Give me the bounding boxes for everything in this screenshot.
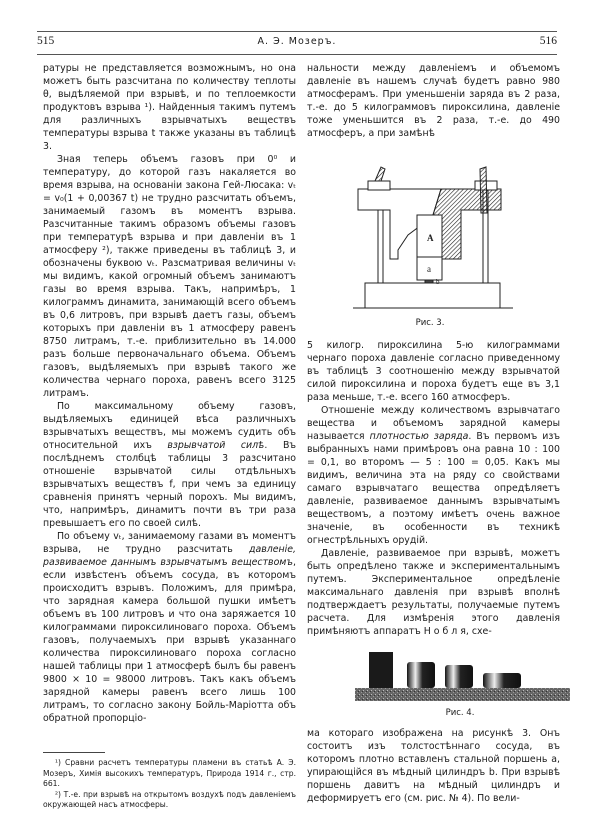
text-run: . Въ первомъ изъ выбранныхъ нами примѣровъ она равна 10 : 100 = 0,1, во второмъ — 5 : 100 = 0,05. Какъ мы видимъ, величина эта на ряду со свойствами самаго взрывчатаго вещества опредѣляетъ давленiе, развиваемое даннымъ взрывчатымъ веществомъ, а поэтому имѣетъ очень важное значенiе, въ особенности въ техникѣ огнестрѣльныхъ орудiй. bbox=[307, 431, 561, 546]
paragraph: нальности между давленiемъ и объемомъ давленiе въ нашемъ случаѣ будетъ равно 980 атмосферамъ. При уменьшенiи заряда въ 2 раза, т.-е. до 5 килограммовъ пироксилина, давленiе тоже уменьшится въ 2 раза, т.-е. до 490 атмосферъ, а при замѣнѣ bbox=[307, 63, 560, 139]
text-run: По максимальному объему газовъ, выдѣляемыхъ единицей вѣса различныхъ взрывчатыхъ веществъ, мы можемъ судить объ относительной ихъ bbox=[43, 401, 296, 451]
running-title: А. Э. Мозеръ. bbox=[257, 36, 337, 47]
paragraph bbox=[43, 530, 296, 725]
figure-4-caption: Рис. 4. bbox=[445, 708, 475, 718]
paragraph: Давленiе, развиваемое при взрывѣ, можетъ быть опредѣлено также и экспериментальнымъ путемъ. Экспериментальное опредѣленiе максимальнаго давленiя при взрывѣ вполнѣ подтверждаетъ результаты, получаемые путемъ расчета. Для измѣренiя этого давленiя примѣняютъ аппаратъ Н о б л я, схе- bbox=[307, 548, 560, 637]
page-header bbox=[37, 31, 557, 55]
text-run: По объему vₜ, занимаемому газами въ моментъ взрыва, не трудно разсчитать bbox=[43, 531, 296, 555]
page-number-left: 515 bbox=[37, 35, 55, 47]
right-column-bottom bbox=[307, 727, 560, 805]
italic-term: давленiе, развиваемое даннымъ взрывчатымъ веществомъ bbox=[43, 544, 296, 568]
text-run: , если извѣстенъ объемъ сосуда, въ которомъ происходитъ взрывъ. Положимъ, для примѣра, что зарядная камера большой пушки имѣетъ объемъ въ 100 литровъ и что она заряжается 10 килограммами пироксилиноваго пороха. Объемъ газовъ, получаемыхъ при взрывѣ указаннаго количества пироксилиноваго пороха согласно нашей таблицы при 1 атмосферѣ былъ бы равенъ 9800 × 10 = 98000 литровъ. Такъ какъ объемъ зарядной камеры равенъ всего лишь 100 литрамъ, то согласно закону Бойль-Марiотта объ обратной пропорцiо- bbox=[43, 557, 296, 724]
text-run: . Въ послѣднемъ столбцѣ таблицы 3 разсчитано отношенiе взрывчатой силы отдѣльныхъ взрывчатыхъ веществъ f, при чемъ за единицу сравненiя принятъ черный порохъ. Мы видимъ, что, напримѣръ, динамитъ почти въ три раза превышаетъ его по своей силѣ. bbox=[43, 440, 296, 529]
italic-term: плотностью заряда bbox=[369, 431, 469, 442]
footnote: ¹) Сравни расчетъ температуры пламени въ статьѣ А. Э. Мозеръ, Химiя высокихъ температуръ, Природа 1914 г., стр. 661. bbox=[43, 758, 296, 788]
figure-4-deformed-cylinders bbox=[355, 650, 570, 702]
footnotes bbox=[43, 752, 296, 811]
label-b: b bbox=[436, 278, 440, 286]
right-column-top bbox=[307, 62, 560, 140]
paragraph bbox=[307, 404, 560, 547]
paragraph: ма котораго изображена на рисункѣ 3. Онъ состоитъ изъ толстостѣннаго сосуда, въ которомъ плотно вставленъ стальной поршень a, упирающiйся въ мѣдный цилиндръ b. При взрывѣ поршень давитъ на мѣдный цилиндръ и деформируетъ его (см. рис. № 4). По вели- bbox=[307, 728, 560, 804]
label-A: A bbox=[427, 233, 434, 243]
footnote-rule bbox=[43, 752, 105, 753]
page-number-right: 516 bbox=[539, 35, 557, 47]
italic-term: взрывчатой силѣ bbox=[167, 440, 265, 451]
right-column-middle bbox=[307, 339, 560, 638]
figure-3-caption: Рис. 3. bbox=[415, 318, 445, 328]
paragraph: Зная теперь объемъ газовъ при 0⁰ и температуру, до которой газъ накаляется во время взрыва, на основанiи закона Гей-Люсака: vₜ = v₀(1 + 0,00367 t) не трудно разсчитать объемъ, занимаемый газомъ въ моментъ взрыва. Разсчитанные такимъ образомъ объемы газовъ при температурѣ взрыва и при давленiи въ 1 атмосферу ²), также приведены въ таблицѣ 3, и обозначены буквою vₜ. Разсматривая величины vₜ мы видимъ, какой огромный объемъ занимаютъ газы во время взрыва. Такъ, напримѣръ, 1 килограммъ динамита, занимающiй всего объемъ въ 0,6 литровъ, при взрывѣ даетъ газы, объемъ которыхъ при давленiи въ 1 атмосферу равенъ 8750 литрамъ, т.-е. приблизительно въ 14.000 разъ больше первоначальнаго объема. Объемъ газовъ, выдѣляемыхъ при взрывѣ такого же количества чернаго пороха, равенъ всего 3125 литрамъ. bbox=[43, 154, 296, 399]
footnote: ²) Т.-е. при взрывѣ на открытомъ воздухѣ подъ давленiемъ окружающей насъ атмосферы. bbox=[43, 789, 296, 809]
paragraph bbox=[43, 400, 296, 530]
label-a: a bbox=[427, 264, 431, 274]
text-run: Отношенiе между количествомъ взрывчатаго вещества и объемомъ зарядной камеры называется bbox=[307, 405, 560, 442]
figure-3-nobel-apparatus bbox=[353, 155, 518, 315]
paragraph: ратуры не представляется возможнымъ, но она можетъ быть разсчитана по количеству теплоты θ, выдѣляемой при взрывѣ, и по теплоемкости продуктовъ взрыва ¹). Найденныя такимъ путемъ для различныхъ взрывчатыхъ веществъ температуры взрыва t также указаны въ таблицѣ 3. bbox=[43, 63, 296, 152]
paragraph: 5 килогр. пироксилина 5-ю килограммами чернаго пороха давленiе согласно приведенному въ таблицѣ 3 соотношенiю между взрывчатой силой пироксилина и пороха будетъ еще въ 3,1 раза меньше, т.-е. всего 160 атмосферъ. bbox=[307, 340, 560, 403]
left-column bbox=[43, 62, 296, 725]
